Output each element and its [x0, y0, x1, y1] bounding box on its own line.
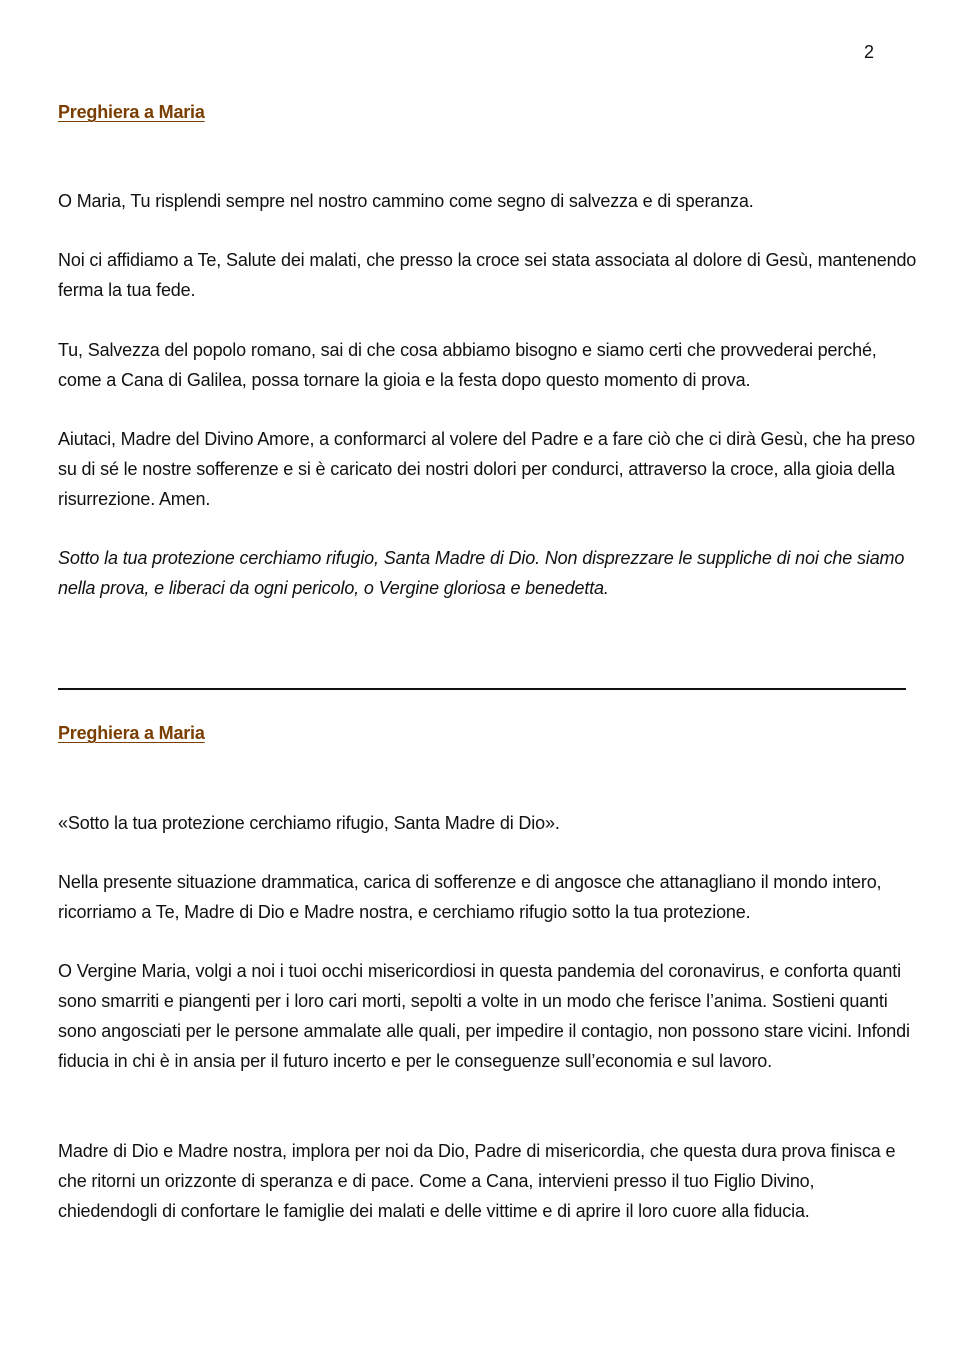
- section2-paragraph-4: Madre di Dio e Madre nostra, implora per noi da Dio, Padre di misericordia, che questa dura prova finisca e che ritorni un orizzonte di speranza e di pace. Come a Cana, intervieni presso il tuo Figlio Divino, chiedendogli di confortare le famiglie dei malati e delle vittime e di aprire il loro cuore alla fiducia.: [58, 1141, 896, 1221]
- section2-paragraph-3: O Vergine Maria, volgi a noi i tuoi occhi misericordiosi in questa pandemia del coronavirus, e conforta quanti sono smarriti e piangenti per i loro cari morti, sepolti a volte in un modo che ferisce l’anima. Sostieni quanti sono angosciati per le persone ammalate alle quali, per impedire il contagio, non possono stare vicini. Infondi fiducia in chi è in ansia per il futuro incerto e per le conseguenze sull’economia e sul lavoro.: [58, 961, 910, 1071]
- section1-paragraph-4: Aiutaci, Madre del Divino Amore, a conformarci al volere del Padre e a fare ciò che ci dirà Gesù, che ha preso su di sé le nostre sofferenze e si è caricato dei nostri dolori per condurci, attraverso la croce, alla gioia della risurrezione. Amen.: [58, 429, 915, 509]
- section1-paragraph-1: O Maria, Tu risplendi sempre nel nostro cammino come segno di salvezza e di speranza.: [58, 191, 754, 211]
- section1-italic-prayer: Sotto la tua protezione cerchiamo rifugio, Santa Madre di Dio. Non disprezzare le suppliche di noi che siamo nella prova, e liberaci da ogni pericolo, o Vergine gloriosa e benedetta.: [58, 548, 905, 598]
- section2-paragraph-1: «Sotto la tua protezione cerchiamo rifugio, Santa Madre di Dio».: [58, 813, 560, 833]
- section1-paragraph-2: Noi ci affidiamo a Te, Salute dei malati, che presso la croce sei stata associata al dolore di Gesù, mantenendo ferma la tua fede.: [58, 250, 917, 300]
- section-divider: [58, 688, 906, 690]
- page-number: 2: [864, 42, 875, 62]
- section1-heading: Preghiera a Maria: [58, 102, 205, 122]
- section2-heading: Preghiera a Maria: [58, 723, 205, 743]
- section2-paragraph-2: Nella presente situazione drammatica, carica di sofferenze e di angosce che attanagliano il mondo intero, ricorriamo a Te, Madre di Dio e Madre nostra, e cerchiamo rifugio sotto la tua protezione.: [58, 872, 882, 922]
- section1-paragraph-3: Tu, Salvezza del popolo romano, sai di che cosa abbiamo bisogno e siamo certi che provvederai perché, come a Cana di Galilea, possa tornare la gioia e la festa dopo questo momento di prova.: [58, 340, 877, 390]
